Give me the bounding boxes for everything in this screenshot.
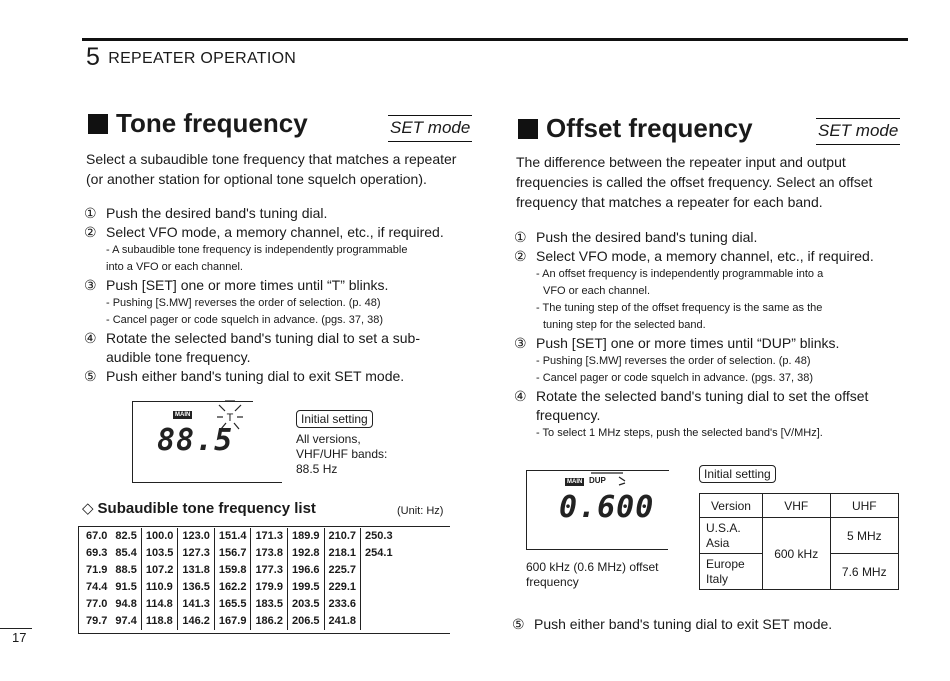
offset-step-2-note-b: - The tuning step of the offset frequency is the same as the tuning step for the selected band.	[536, 302, 823, 331]
tone-cell: 136.5	[178, 579, 215, 596]
tone-cell: 85.4	[115, 547, 137, 559]
version-cell: Europe Italy	[700, 554, 763, 590]
tone-cell: 177.3	[251, 562, 288, 579]
tone-readout: 88.5	[157, 423, 234, 458]
tone-cell: 162.2	[214, 579, 251, 596]
tone-initial-note: All versions, VHF/UHF bands: 88.5 Hz	[296, 432, 388, 476]
tone-cell: 189.9	[287, 528, 324, 545]
tone-intro: Select a subaudible tone frequency that matches a repeater (or another station for optional tone squelch operation).	[86, 151, 457, 187]
header-rule	[82, 38, 908, 41]
tone-cell: 229.1	[324, 579, 361, 596]
offset-steps	[514, 228, 906, 442]
offset-table	[699, 493, 899, 590]
offset-readout: 0.600	[559, 490, 655, 525]
tone-cell: 196.6	[287, 562, 324, 579]
tone-cell: 218.1	[324, 545, 361, 562]
tone-cell	[361, 596, 397, 613]
tone-mode-tag: SET mode	[388, 115, 472, 142]
tone-cell: 97.4	[115, 615, 137, 627]
tone-step-3-note-a: - Pushing [S.MW] reverses the order of selection. (p. 48)	[106, 297, 381, 309]
tone-list-title: ◇ Subaudible tone frequency list	[82, 500, 316, 517]
tone-step-3-note-b: - Cancel pager or code squelch in advance. (pgs. 37, 38)	[106, 314, 383, 326]
dup-blink-icon	[585, 467, 629, 489]
tone-step-1: ① Push the desired band's tuning dial.	[84, 205, 328, 221]
tone-cell: 91.5	[115, 581, 137, 593]
tone-step-2: ② Select VFO mode, a memory channel, etc., if required.	[84, 224, 444, 240]
tone-frequency-table	[82, 528, 397, 630]
offset-mode-tag: SET mode	[816, 118, 900, 145]
vhf-cell: 600 kHz	[762, 518, 830, 590]
table-row	[82, 562, 397, 579]
offset-step-4-cont: frequency.	[536, 407, 601, 423]
section-bullet-icon	[88, 114, 108, 134]
tone-cell: 82.5	[115, 530, 137, 542]
tone-step-5: ⑤ Push either band's tuning dial to exit SET mode.	[84, 368, 405, 384]
tone-cell: 210.7	[324, 528, 361, 545]
tone-cell: 77.0	[86, 598, 108, 610]
tone-cell: 254.1	[361, 545, 397, 562]
tone-cell: 159.8	[214, 562, 251, 579]
table-row	[82, 613, 397, 630]
tone-cell: 88.5	[115, 564, 137, 576]
tone-list-unit: (Unit: Hz)	[397, 505, 444, 517]
tone-cell: 79.7	[86, 615, 108, 627]
chapter-number: 5	[86, 43, 101, 71]
tone-cell: 123.0	[178, 528, 215, 545]
dup-indicator: DUP	[589, 476, 606, 485]
tone-cell: 167.9	[214, 613, 251, 630]
tone-cell: 206.5	[287, 613, 324, 630]
tone-cell: 114.8	[141, 596, 178, 613]
version-cell: U.S.A. Asia	[700, 518, 763, 554]
offset-section-title: Offset frequency	[518, 113, 753, 144]
tone-cell: 203.5	[287, 596, 324, 613]
tone-step-4-cont: audible tone frequency.	[106, 349, 251, 365]
chapter-title: REPEATER OPERATION	[108, 50, 297, 67]
offset-step-1: ① Push the desired band's tuning dial.	[514, 229, 758, 245]
tone-cell: 100.0	[141, 528, 178, 545]
tone-cell: 131.8	[178, 562, 215, 579]
main-badge: MAIN	[175, 412, 191, 418]
tone-cell: 141.3	[178, 596, 215, 613]
tone-cell: 118.8	[141, 613, 178, 630]
tone-cell: 179.9	[251, 579, 288, 596]
tone-cell: 225.7	[324, 562, 361, 579]
tone-cell: 146.2	[178, 613, 215, 630]
col-version: Version	[700, 494, 763, 518]
tone-cell: 233.6	[324, 596, 361, 613]
uhf-cell: 5 MHz	[830, 518, 898, 554]
svg-text:T: T	[226, 412, 234, 424]
tone-cell: 171.3	[251, 528, 288, 545]
offset-step-3-note-a: - Pushing [S.MW] reverses the order of selection. (p. 48)	[536, 355, 811, 367]
tone-cell: 192.8	[287, 545, 324, 562]
offset-lcd-display	[526, 470, 668, 550]
page-number: 17	[12, 630, 27, 645]
offset-intro: The difference between the repeater input and output frequencies is called the offset frequency. Select an offset frequency that matches a repeater for each band.	[516, 154, 873, 210]
tone-cell: 67.0	[86, 530, 108, 542]
offset-step-4-note: - To select 1 MHz steps, push the selected band's [V/MHz].	[536, 427, 823, 439]
offset-step-3: ③ Push [SET] one or more times until “DUP” blinks.	[514, 335, 840, 351]
tone-cell: 69.3	[86, 547, 108, 559]
page-number-rule	[0, 628, 32, 629]
tone-cell: 103.5	[141, 545, 178, 562]
tone-cell: 173.8	[251, 545, 288, 562]
tone-steps	[84, 204, 474, 386]
tone-cell: 250.3	[361, 528, 397, 545]
tone-section-title: Tone frequency	[88, 108, 308, 139]
tone-cell: 127.3	[178, 545, 215, 562]
tone-cell: 74.4	[86, 581, 108, 593]
uhf-cell: 7.6 MHz	[830, 554, 898, 590]
table-row	[82, 579, 397, 596]
tone-cell: 151.4	[214, 528, 251, 545]
tone-cell: 241.8	[324, 613, 361, 630]
tone-cell: 110.9	[141, 579, 178, 596]
diamond-icon: ◇	[82, 500, 94, 517]
tone-cell	[361, 562, 397, 579]
tone-cell: 156.7	[214, 545, 251, 562]
tone-cell	[361, 613, 397, 630]
tone-cell: 71.9	[86, 564, 108, 576]
table-row	[82, 528, 397, 545]
tone-cell: 94.8	[115, 598, 137, 610]
tone-step-3: ③ Push [SET] one or more times until “T” blinks.	[84, 277, 389, 293]
tone-cell: 199.5	[287, 579, 324, 596]
chapter-heading	[86, 43, 296, 72]
section-bullet-icon	[518, 119, 538, 139]
main-badge: MAIN	[567, 479, 583, 485]
table-row	[82, 545, 397, 562]
tone-cell: 186.2	[251, 613, 288, 630]
offset-step-5: ⑤ Push either band's tuning dial to exit SET mode.	[512, 616, 833, 632]
tone-lcd-display	[132, 401, 282, 483]
tone-cell: 183.5	[251, 596, 288, 613]
offset-step-2: ② Select VFO mode, a memory channel, etc., if required.	[514, 248, 874, 264]
tone-step-2-note: - A subaudible tone frequency is independently programmable into a VFO or each channel.	[106, 244, 408, 273]
table-row	[82, 596, 397, 613]
offset-step-2-note-a: - An offset frequency is independently programmable into a VFO or each channel.	[536, 268, 824, 297]
offset-initial-badge: Initial setting	[699, 465, 776, 483]
tone-step-4: ④ Rotate the selected band's tuning dial to set a sub-	[84, 330, 420, 346]
offset-caption: 600 kHz (0.6 MHz) offset frequency	[526, 560, 659, 589]
col-uhf: UHF	[830, 494, 898, 518]
tone-cell: 165.5	[214, 596, 251, 613]
tone-cell: 107.2	[141, 562, 178, 579]
col-vhf: VHF	[762, 494, 830, 518]
table-row	[700, 518, 899, 554]
offset-step-4: ④ Rotate the selected band's tuning dial to set the offset	[514, 388, 869, 404]
offset-step-3-note-b: - Cancel pager or code squelch in advance. (pgs. 37, 38)	[536, 372, 813, 384]
tone-initial-badge: Initial setting	[296, 410, 373, 428]
tone-cell	[361, 579, 397, 596]
